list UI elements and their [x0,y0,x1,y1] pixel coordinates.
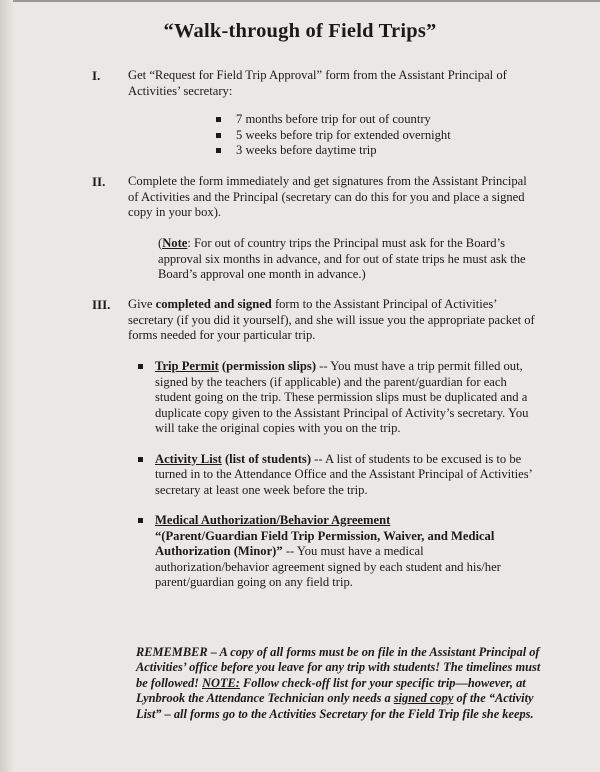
section-1-text: Get “Request for Field Trip Approval” form from the Assistant Principal of Activities’ secretary: [128,68,507,98]
remember-note [136,645,546,722]
item-text: -- You must have a medical authorization/behavior agreement signed by each student and his/her parent/guardian going on any field trip. [155,544,501,589]
item-subheading: (permission slips) [218,359,317,373]
item-text: -- A list of students to be excused is to be turned in to the Attendance Office and the Assistant Principal of Activities’ secretary at least one week before the trip. [155,451,532,497]
remember-text-c: of the “Activity List” – all forms go to the Activities Secretary for the Field Trip file she keeps. [136,691,534,721]
note-open-paren: ( [158,236,163,250]
list-item-activity-list [155,452,540,499]
section-1-timeline-list [216,112,451,159]
remember-signed-copy: signed copy [393,691,454,706]
remember-text-a: REMEMBER – A copy of all forms must be on file in the Assistant Principal of Activities’ office before you leave for any trip with students! The timelines must be followed! [136,645,541,690]
item-text: -- You must have a trip permit filled out, signed by the teachers (if applicable) and the parent/guardian for each student going on the trip. These permission slips must be duplicated and a duplicate copy given to the Assistant Principal of Activity’s secretary. You will take the original copies with you on the trip. [155,359,529,435]
item-subheading: “(Parent/Guardian Field Trip Permission, Waiver, and Medical Authorization (Minor)” [155,528,495,558]
list-item-trip-permit [155,359,540,437]
item-subheading: (list of students) [221,451,312,466]
remember-text-b: Follow check-off list for your specific trip—however, at Lynbrook the Attendance Technician only needs a [136,675,526,706]
section-2-note [158,236,540,283]
page-title: “Walk-through of Field Trips” [163,20,437,42]
note-text: : For out of country trips the Principal must ask for the Board’s approval six months in advance, and for out of state trips he must ask the Board’s approval one month in advance.) [158,236,526,281]
list-item-medical-authorization [155,513,540,591]
scan-top-edge [13,0,600,2]
list-item: 5 weeks before trip for extended overnight [216,128,451,144]
item-heading: Activity List [155,451,222,466]
note-label: Note [162,236,188,250]
remember-note-label: NOTE: [202,675,240,690]
section-2-text: Complete the form immediately and get signatures from the Assistant Principal of Activities and the Principal (secretary can do this for you and place a signed copy in your box). [128,174,527,219]
section-3-numeral: III. [92,297,111,312]
section-3-text-bold: completed and signed [155,297,272,311]
section-2-numeral: II. [92,174,106,189]
section-3-text [128,297,540,344]
list-item: 7 months before trip for out of country [216,112,451,128]
forms-packet-list [155,359,540,606]
item-heading: Medical Authorization/Behavior Agreement [155,513,391,527]
list-item: 3 weeks before daytime trip [216,143,451,159]
section-3-text-b: form to the Assistant Principal of Activities’ secretary (if you did it yourself), and she will issue you the appropriate packet of forms needed for your particular trip. [128,297,535,342]
scan-edge-shadow [0,0,14,772]
item-heading: Trip Permit [155,359,219,373]
section-3-text-a: Give [128,297,156,311]
section-1-numeral: I. [92,68,101,83]
